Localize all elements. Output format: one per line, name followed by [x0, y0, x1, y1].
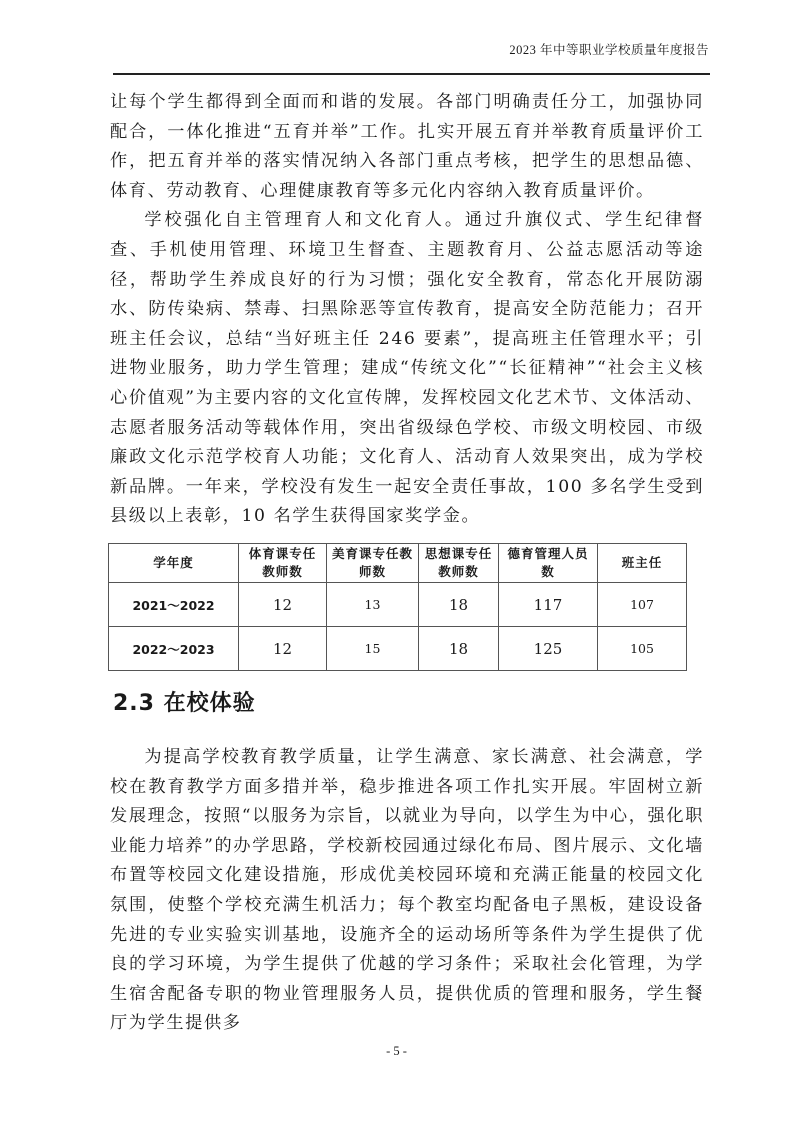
col-header-moral-staff: 德育管理人员数 [499, 544, 598, 583]
cell-class-teachers: 105 [598, 627, 687, 671]
header-divider [113, 73, 710, 75]
body-text-bottom [110, 743, 704, 1039]
cell-school-year: 2022～2023 [109, 627, 239, 671]
col-header-ideology-teachers: 思想课专任教师数 [419, 544, 499, 583]
page-number: - 5 - [386, 1044, 407, 1058]
cell-ideology-teachers: 18 [419, 583, 499, 627]
staff-statistics-table [108, 543, 687, 671]
cell-class-teachers: 107 [598, 583, 687, 627]
col-header-art-teachers: 美育课专任教师数 [327, 544, 419, 583]
paragraph-self-management: 学校强化自主管理育人和文化育人。通过升旗仪式、学生纪律督查、手机使用管理、环境卫生督查、主题教育月、公益志愿活动等途径，帮助学生养成良好的行为习惯；强化安全教育，常态化开展防溺水、防传染病、禁毒、扫黑除恶等宣传教育，提高安全防范能力；召开班主任会议，总结“当好班主任 246 要素”，提高班主任管理水平；引进物业服务，助力学生管理；建成“传统文化”“长征精神”“社会主义核心价值观”为主要内容的文化宣传牌，发挥校园文化艺术节、文体活动、志愿者服务活动等载体作用，突出省级绿色学校、市级文明校园、市级廉政文化示范学校育人功能；文化育人、活动育人效果突出，成为学校新品牌。一年来，学校没有发生一起安全责任事故，100 多名学生受到县级以上表彰，10 名学生获得国家奖学金。 [110, 210, 704, 527]
table-row [109, 627, 687, 671]
cell-ideology-teachers: 18 [419, 627, 499, 671]
col-header-class-teachers: 班主任 [598, 544, 687, 583]
cell-moral-staff: 117 [499, 583, 598, 627]
cell-pe-teachers: 12 [239, 627, 327, 671]
cell-moral-staff: 125 [499, 627, 598, 671]
cell-art-teachers: 15 [327, 627, 419, 671]
section-heading: 2.3 在校体验 [113, 691, 256, 716]
paragraph-school-experience: 为提高学校教育教学质量，让学生满意、家长满意、社会满意，学校在教育教学方面多措并举，稳步推进各项工作扎实开展。牢固树立新发展理念，按照“以服务为宗旨，以就业为导向，以学生为中心，强化职业能力培养”的办学思路，学校新校园通过绿化布局、图片展示、文化墙布置等校园文化建设措施，形成优美校园环境和充满正能量的校园文化氛围，使整个学校充满生机活力；每个教室均配备电子黑板，建设设备先进的专业实验实训基地，设施齐全的运动场所等条件为学生提供了优良的学习环境，为学生提供了优越的学习条件；采取社会化管理，为学生宿舍配备专职的物业管理服务人员，提供优质的管理和服务，学生餐厅为学生提供多 [110, 747, 704, 1034]
table-row [109, 583, 687, 627]
table-header-row [109, 544, 687, 583]
body-text-top [110, 88, 704, 532]
col-header-pe-teachers: 体育课专任教师数 [239, 544, 327, 583]
cell-pe-teachers: 12 [239, 583, 327, 627]
cell-school-year: 2021～2022 [109, 583, 239, 627]
col-header-school-year: 学年度 [109, 544, 239, 583]
running-header-title: 2023 年中等职业学校质量年度报告 [509, 43, 709, 57]
paragraph-five-education: 让每个学生都得到全面而和谐的发展。各部门明确责任分工，加强协同配合，一体化推进“五育并举”工作。扎实开展五育并举教育质量评价工作，把五育并举的落实情况纳入各部门重点考核，把学生的思想品德、体育、劳动教育、心理健康教育等多元化内容纳入教育质量评价。 [110, 92, 704, 201]
cell-art-teachers: 13 [327, 583, 419, 627]
